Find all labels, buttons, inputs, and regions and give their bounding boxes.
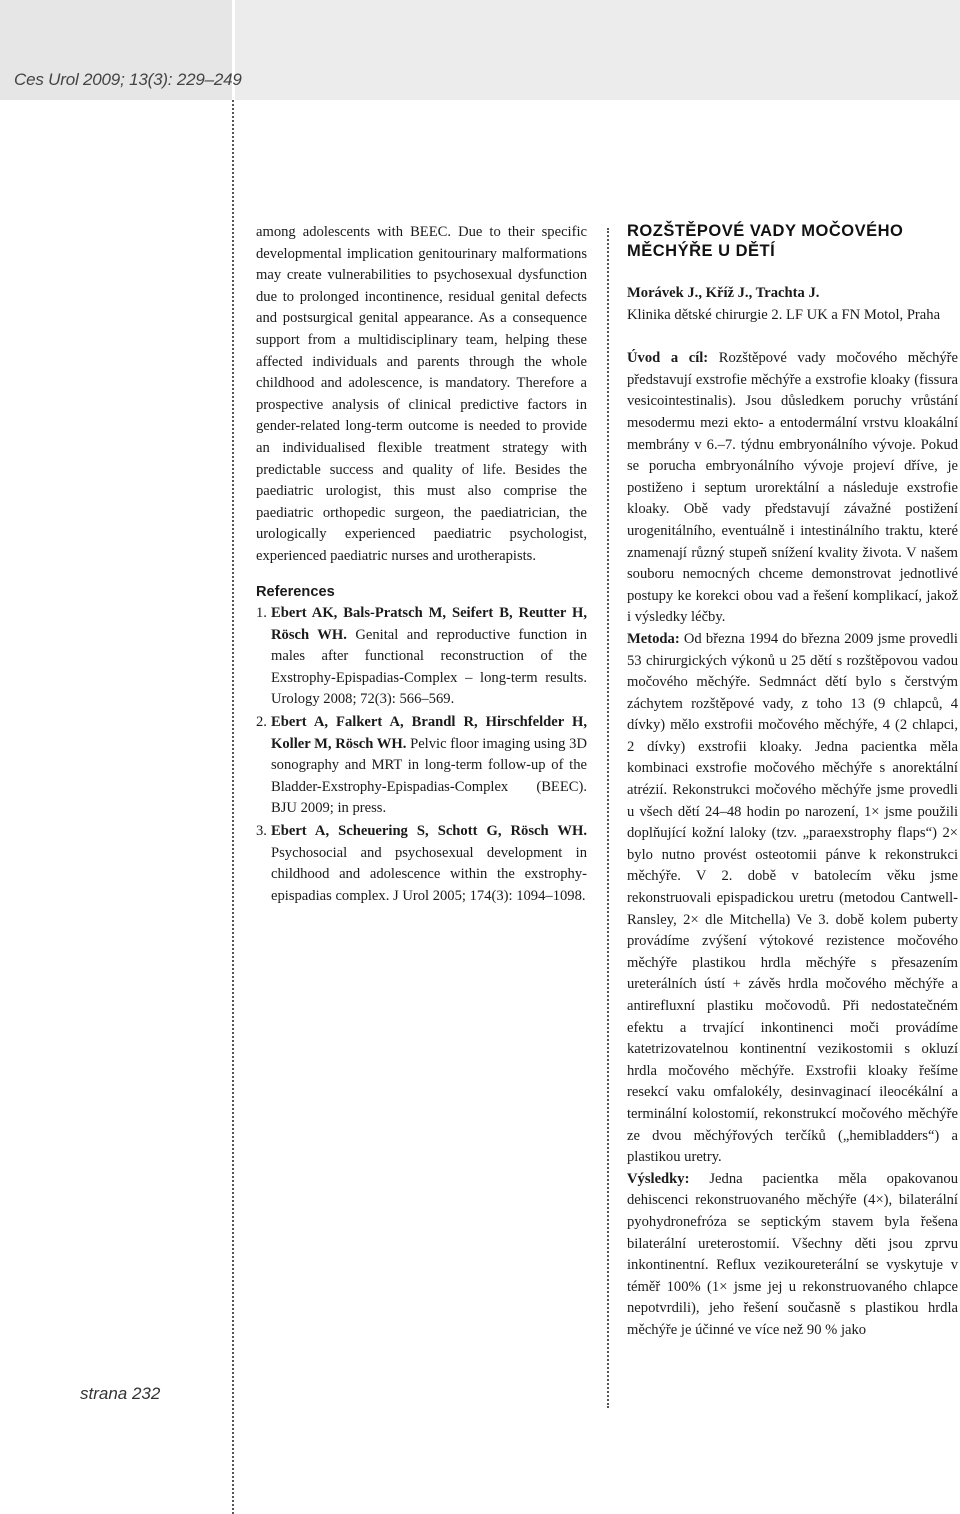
abstract-affiliation: Klinika dětské chirurgie 2. LF UK a FN Motol, Praha (627, 306, 941, 323)
intro-label: Úvod a cíl: (627, 350, 709, 367)
methods-text: Od března 1994 do března 2009 jsme provedli 53 chirurgických výkonů u 25 dětí s rozštěpovou vadou močového měchýře. Sedmnáct dětí bylo s čerstvým záchytem rozštěpové vady, z toho 13 (9 chlapců, 4 dívky) mělo exstrofii močového měchýře, 4 (2 chlapci, 2 dívky) exstrofii kloaky. Jedna pacientka měla kombinaci exstrofie močového měchýře s anorektální atrézií. Rekonstrukci močového měchýře jsme provedli u všech dětí 24–48 hodin po narození, 1× jsme použili doplňující kožní laloky (tzv. „paraexstrophy flaps“) 2× bylo nutno provést osteotomii pánve k rekonstrukci měchýře. V 2. době v batolecím věku jsme rekonstruovali epispadickou uretru (metodou Cantwell- Ransley, 2× dle Mitchella) Ve 3. době kolem puberty provádíme zvýšení výtokové rezistence močového měchýře plastikou hrdla měchýře s přesazením ureterálních ústí + závěs hrdla močového měchýře a antirefluxní plastiku močovodů. Při nedostatečném efektu a trvající inkontinenci moči provádíme katetrizovatelnou kontinentní vezikostomii s okluzí hrdla močového měchýře. Exstrofii kloaky řešíme resekcí vaku omfalokély, desinvaginací ileocékální a terminální kolostomií, rekonstrukcí močového měchýře ze dvou měchýřových terčíků („hemibladders“) a plastikou uretry. (627, 630, 958, 1166)
reference-item (256, 712, 587, 820)
references-heading: References (256, 583, 335, 600)
results-text: Jedna pacientka měla opakovanou dehiscenci rekonstruovaného měchýře (4×), bilaterální pyohydronefróza se septickým stavem byla řešena bilaterální ureterostomií. Všechny děti jsou zprvu inkontinentní. Reflux vezikoureterální se vyskytuje v téměř 100% (1× jsme jej u rekonstruovaného chlapce nepotvrdili), jeho řešení současně s plastikou hrdla měchýře je účinné ve více než 90 % jako (627, 1170, 958, 1338)
results-label: Výsledky: (627, 1170, 690, 1187)
reference-number: 1. (256, 605, 267, 622)
reference-item (256, 603, 587, 711)
abstract-intro (627, 348, 958, 629)
abstract-methods (627, 629, 958, 1169)
reference-text: Psychosocial and psychosexual development in childhood and adolescence within the exstrophy-epispadias complex. J Urol 2005; 174(3): 1094–1098. (271, 844, 587, 904)
reference-item (256, 821, 587, 907)
abstract-results (627, 1169, 958, 1342)
abstract-authors: Morávek J., Kříž J., Trachta J. (627, 285, 820, 301)
reference-text: Genital and reproductive function in males after functional reconstruction of the Exstrophy-Epispadias-Complex – long-term results. Urology 2008; 72(3): 566–569. (271, 626, 587, 708)
reference-authors: Ebert AK, Bals-Pratsch M, Seifert B, Reutter H, Rösch WH. (271, 605, 587, 643)
intro-text: Rozštěpové vady močového měchýře představují exstrofie měchýře a exstrofie kloaky (fissura vesicointestinalis). Jsou důsledkem poruchy vrůstání mesodermu mezi ekto- a entodermální vrstvu kloakální membrány v 6.–7. týdnu embryonálního vývoje. Pokud se porucha embryonálního vývoje projeví dříve, je postiženo i septum urorektální a následuje exstrofie kloaky. Obě vady představují závažné postižení urogenitálního, eventuálně i intestinálního traktu, které znamenají různý stupeň snížení kvality života. V našem souboru nemocných chceme demonstrovat jednotlivé postupy ke korekci obou vad a řešení komplikací, jakož i výsledky léčby. (627, 350, 958, 626)
journal-citation: Ces Urol 2009; 13(3): 229–249 (14, 70, 242, 89)
column-divider (607, 228, 609, 1408)
header-band-right (235, 0, 960, 100)
methods-label: Metoda: (627, 630, 680, 647)
page-number: strana 232 (80, 1384, 161, 1403)
left-column (256, 222, 587, 908)
reference-authors: Ebert A, Scheuering S, Schott G, Rösch WH. (271, 823, 587, 840)
references-list (256, 603, 587, 907)
reference-authors: Ebert A, Falkert A, Brandl R, Hirschfelder H, Koller M, Rösch WH. (271, 714, 587, 752)
right-column (627, 222, 958, 1342)
margin-divider (232, 100, 234, 1514)
reference-number: 3. (256, 823, 267, 840)
abstract-title: ROZŠTĚPOVÉ VADY MOČOVÉHO MĚCHÝŘE U DĚTÍ (627, 222, 904, 260)
body-paragraph: among adolescents with BEEC. Due to their specific developmental implication genitourinary malformations may create vulnerabilities to psychosexual dysfunction due to prolonged incontinence, residual genital defects and postsurgical genital appearance. As a consequence support from a multidisciplinary team, helping these affected individuals and parents through the whole childhood and adolescence, is mandatory. Therefore a prospective analysis of clinical predictive factors in gender-related long-term outcome is needed to provide an individualised flexible treatment strategy with predictable success and quality of life. Besides the paediatric urologist, this must also comprise the paediatric orthopedic surgeon, the paediatrician, the urologically experienced paediatric psychologist, experienced paediatric nurses and urotherapists. (256, 224, 587, 564)
reference-number: 2. (256, 714, 267, 731)
reference-text: Pelvic floor imaging using 3D sonography and MRT in long-term follow-up of the Bladder-Exstrophy-Epispadias-Complex (BEEC). BJU 2009; in press. (271, 735, 587, 817)
